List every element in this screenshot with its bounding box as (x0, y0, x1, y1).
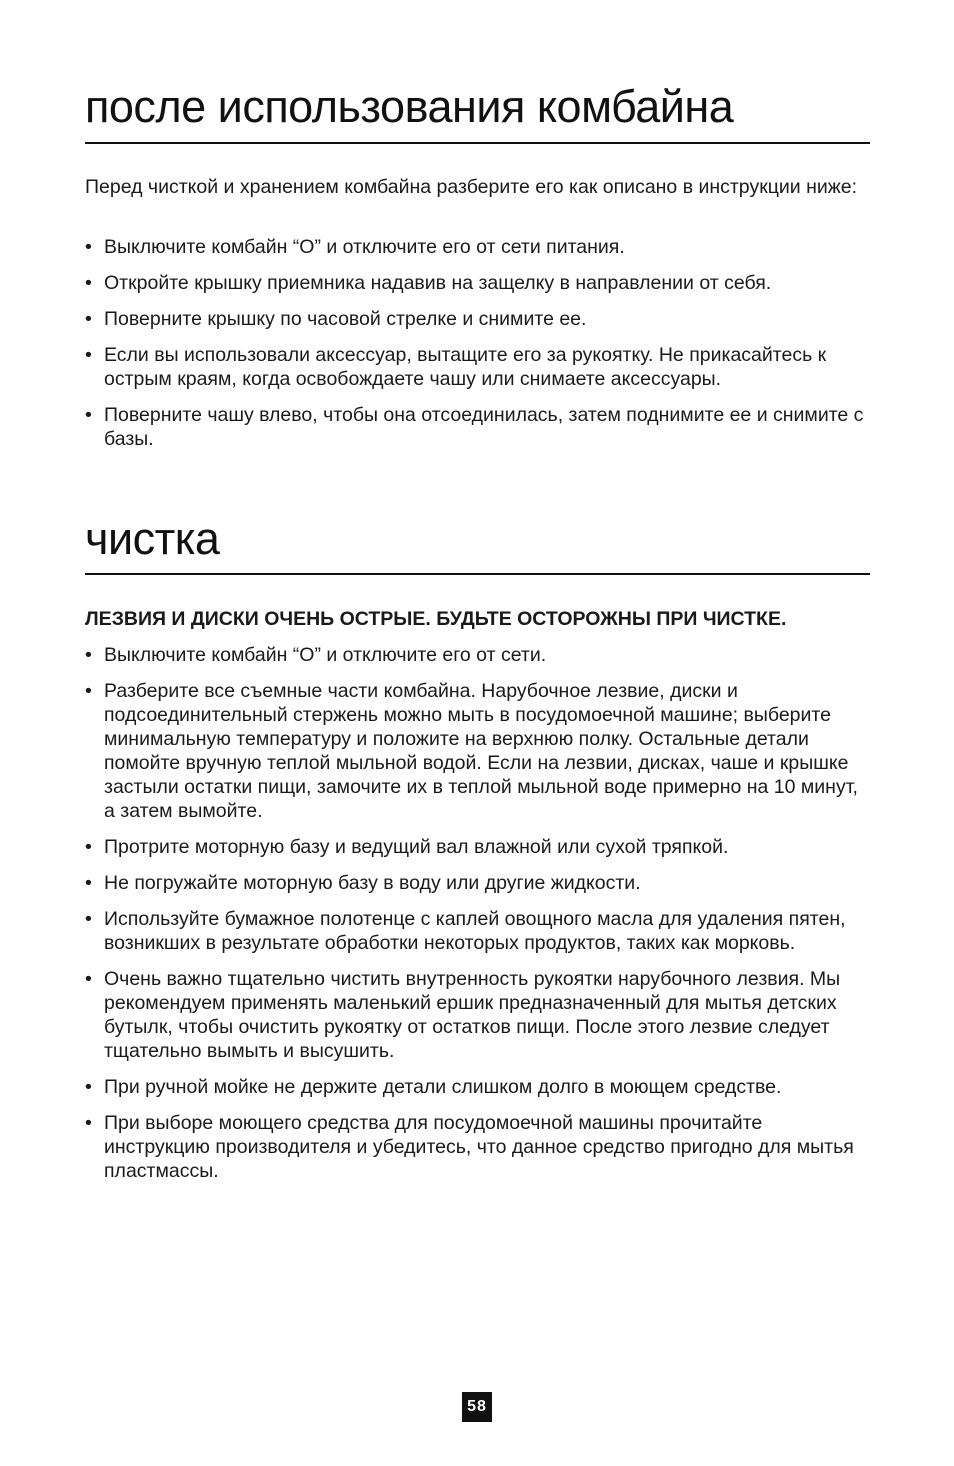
bullet-icon: • (85, 908, 92, 930)
bullet-icon: • (85, 680, 92, 702)
section-title-after-use: после использования комбайна (85, 81, 734, 132)
bullet-icon: • (85, 872, 92, 894)
after-use-steps-list (85, 235, 870, 463)
bullet-icon: • (85, 404, 92, 426)
list-item (85, 235, 870, 259)
page-number-badge: 58 (462, 1392, 492, 1422)
list-item (85, 343, 870, 391)
intro-paragraph: Перед чисткой и хранением комбайна разберите его как описано в инструкции ниже: (85, 176, 858, 198)
list-item (85, 1075, 870, 1099)
list-item-text: Протрите моторную базу и ведущий вал влажной или сухой тряпкой. (104, 836, 729, 858)
list-item-text: Используйте бумажное полотенце с каплей овощного масла для удаления пятен, возникших в результате обработки некоторых продуктов, таких как морковь. (104, 908, 846, 954)
list-item (85, 871, 870, 895)
bullet-icon: • (85, 644, 92, 666)
list-item (85, 907, 870, 955)
list-item-text: Выключите комбайн “O” и отключите его от сети. (104, 644, 547, 666)
section-divider (85, 573, 870, 575)
list-item (85, 835, 870, 859)
bullet-icon: • (85, 968, 92, 990)
cleaning-steps-list (85, 643, 870, 1195)
list-item (85, 643, 870, 667)
list-item (85, 271, 870, 295)
list-item-text: Очень важно тщательно чистить внутренность рукоятки нарубочного лезвия. Мы рекомендуем применять маленький ершик предназначенный для мытья детских бутылк, чтобы очистить рукоятку от остатков пищи. После этого лезвие следует тщательно вымыть и высушить. (104, 968, 841, 1062)
list-item-text: Если вы использовали аксессуар, вытащите его за рукоятку. Не прикасайтесь к острым краям, когда освобождаете чашу или снимаете аксессуары. (104, 344, 827, 390)
list-item-text: Разберите все съемные части комбайна. Нарубочное лезвие, диски и подсоединительный стержень можно мыть в посудомоечной машине; выберите минимальную температуру и положите на верхнюю полку. Остальные детали помойте вручную теплой мыльной водой. Если на лезвии, дисках, чаше и крышке застыли остатки пищи, замочите их в теплой мыльной воде примерно на 10 минут, а затем вымойте. (104, 680, 858, 822)
list-item (85, 403, 870, 451)
list-item-text: Выключите комбайн “O” и отключите его от сети питания. (104, 236, 625, 258)
bullet-icon: • (85, 1112, 92, 1134)
bullet-icon: • (85, 272, 92, 294)
bullet-icon: • (85, 1076, 92, 1098)
list-item-text: Поверните чашу влево, чтобы она отсоединилась, затем поднимите ее и снимите с базы. (104, 404, 864, 450)
list-item-text: При ручной мойке не держите детали слишком долго в моющем средстве. (104, 1076, 782, 1098)
section-title-cleaning: чистка (85, 513, 220, 564)
list-item-text: Поверните крышку по часовой стрелке и снимите ее. (104, 308, 587, 330)
bullet-icon: • (85, 344, 92, 366)
bullet-icon: • (85, 308, 92, 330)
list-item-text: Откройте крышку приемника надавив на защелку в направлении от себя. (104, 272, 772, 294)
warning-text: ЛЕЗВИЯ И ДИСКИ ОЧЕНЬ ОСТРЫЕ. БУДЬТЕ ОСТОРОЖНЫ ПРИ ЧИСТКЕ. (85, 608, 787, 630)
section-divider (85, 142, 870, 144)
bullet-icon: • (85, 836, 92, 858)
list-item (85, 679, 870, 823)
list-item-text: Не погружайте моторную базу в воду или другие жидкости. (104, 872, 641, 894)
list-item (85, 307, 870, 331)
list-item (85, 967, 870, 1063)
list-item-text: При выборе моющего средства для посудомоечной машины прочитайте инструкцию производителя и убедитесь, что данное средство пригодно для мытья пластмассы. (104, 1112, 854, 1182)
bullet-icon: • (85, 236, 92, 258)
list-item (85, 1111, 870, 1183)
